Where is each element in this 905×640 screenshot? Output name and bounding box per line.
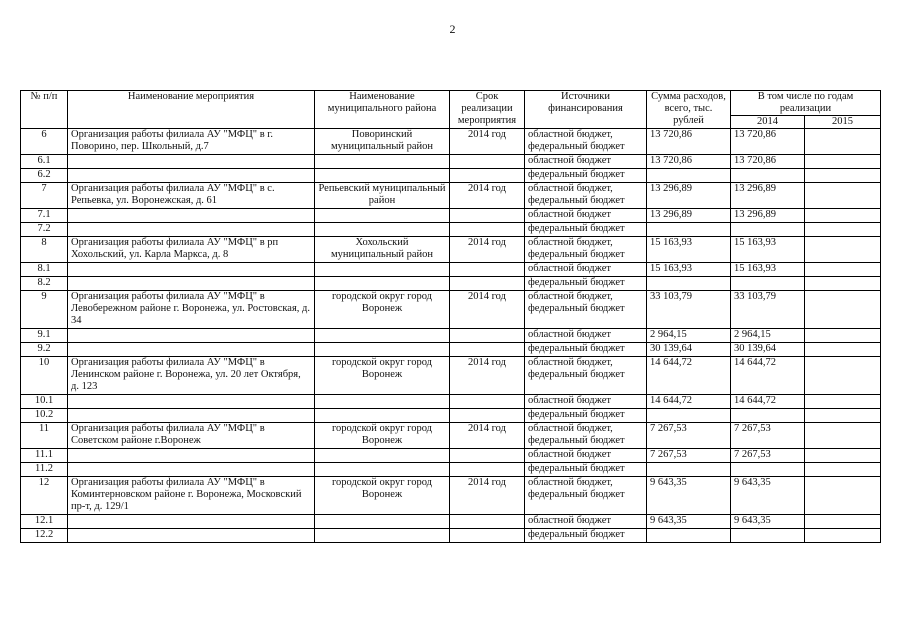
- expenses-table: [20, 90, 881, 543]
- table-row: [21, 409, 881, 423]
- cell-district: [315, 277, 450, 291]
- cell-district: Репьевский муниципальный район: [315, 183, 450, 209]
- cell-term: [450, 277, 525, 291]
- table-row: [21, 209, 881, 223]
- cell-num: 9: [21, 291, 68, 329]
- cell-num: 11: [21, 423, 68, 449]
- cell-total: 7 267,53: [647, 423, 731, 449]
- cell-total: 13 296,89: [647, 183, 731, 209]
- header-year-2014: 2014: [731, 116, 805, 129]
- cell-2015: [805, 129, 881, 155]
- cell-term: [450, 395, 525, 409]
- cell-name: [68, 463, 315, 477]
- cell-2014: 33 103,79: [731, 291, 805, 329]
- cell-district: [315, 209, 450, 223]
- cell-district: [315, 395, 450, 409]
- cell-district: Поворинский муниципальный район: [315, 129, 450, 155]
- cell-num: 6.2: [21, 169, 68, 183]
- cell-district: [315, 223, 450, 237]
- cell-2014: 7 267,53: [731, 423, 805, 449]
- table-row: [21, 423, 881, 449]
- cell-2014: 15 163,93: [731, 237, 805, 263]
- table-row: [21, 529, 881, 543]
- cell-2014: 13 720,86: [731, 129, 805, 155]
- cell-total: [647, 409, 731, 423]
- cell-name: Организация работы филиала АУ "МФЦ" в Левобережном районе г. Воронежа, ул. Ростовская, д. 34: [68, 291, 315, 329]
- table-row: [21, 329, 881, 343]
- table-row: [21, 463, 881, 477]
- cell-term: 2014 год: [450, 291, 525, 329]
- cell-2014: 9 643,35: [731, 477, 805, 515]
- cell-district: [315, 343, 450, 357]
- cell-source: федеральный бюджет: [525, 343, 647, 357]
- cell-district: [315, 169, 450, 183]
- cell-total: 13 720,86: [647, 129, 731, 155]
- cell-num: 10.1: [21, 395, 68, 409]
- cell-2015: [805, 291, 881, 329]
- cell-2014: [731, 463, 805, 477]
- cell-term: 2014 год: [450, 423, 525, 449]
- cell-district: городской округ город Воронеж: [315, 477, 450, 515]
- cell-source: областной бюджет, федеральный бюджет: [525, 183, 647, 209]
- cell-name: [68, 155, 315, 169]
- cell-total: 2 964,15: [647, 329, 731, 343]
- cell-district: [315, 263, 450, 277]
- page-number: 2: [449, 22, 456, 36]
- header-sources: Источники финансирования: [525, 91, 647, 129]
- table-row: [21, 263, 881, 277]
- cell-num: 8.2: [21, 277, 68, 291]
- header-term: Срок реализации мероприятия: [450, 91, 525, 129]
- cell-name: [68, 223, 315, 237]
- cell-source: областной бюджет: [525, 155, 647, 169]
- cell-2015: [805, 277, 881, 291]
- table-body: [21, 129, 881, 543]
- cell-term: [450, 263, 525, 277]
- cell-district: [315, 329, 450, 343]
- cell-name: [68, 277, 315, 291]
- table-row: [21, 357, 881, 395]
- cell-name: Организация работы филиала АУ "МФЦ" в с. Репьевка, ул. Воронежская, д. 61: [68, 183, 315, 209]
- header-num: № п/п: [21, 91, 68, 129]
- cell-district: городской округ город Воронеж: [315, 357, 450, 395]
- table-row: [21, 395, 881, 409]
- cell-source: областной бюджет: [525, 449, 647, 463]
- cell-total: [647, 223, 731, 237]
- cell-term: 2014 год: [450, 237, 525, 263]
- cell-2015: [805, 343, 881, 357]
- table-row: [21, 477, 881, 515]
- cell-2014: [731, 529, 805, 543]
- cell-2015: [805, 529, 881, 543]
- cell-2015: [805, 263, 881, 277]
- cell-district: [315, 463, 450, 477]
- cell-source: федеральный бюджет: [525, 277, 647, 291]
- table-row: [21, 515, 881, 529]
- cell-source: федеральный бюджет: [525, 463, 647, 477]
- cell-num: 8: [21, 237, 68, 263]
- cell-2015: [805, 357, 881, 395]
- table-row: [21, 449, 881, 463]
- header-years-group: В том числе по годам реализации: [731, 91, 881, 116]
- cell-num: 11.1: [21, 449, 68, 463]
- cell-total: 7 267,53: [647, 449, 731, 463]
- cell-source: федеральный бюджет: [525, 529, 647, 543]
- cell-num: 6: [21, 129, 68, 155]
- cell-name: [68, 329, 315, 343]
- cell-2014: 7 267,53: [731, 449, 805, 463]
- cell-total: [647, 169, 731, 183]
- cell-total: 13 720,86: [647, 155, 731, 169]
- cell-name: Организация работы филиала АУ "МФЦ" в Ленинском районе г. Воронежа, ул. 20 лет Октября, д. 123: [68, 357, 315, 395]
- cell-2014: 30 139,64: [731, 343, 805, 357]
- table-row: [21, 291, 881, 329]
- cell-num: 6.1: [21, 155, 68, 169]
- table-row: [21, 343, 881, 357]
- cell-2014: [731, 409, 805, 423]
- cell-2015: [805, 169, 881, 183]
- table-row: [21, 277, 881, 291]
- cell-2014: 15 163,93: [731, 263, 805, 277]
- header-district: Наименование муниципального района: [315, 91, 450, 129]
- cell-name: Организация работы филиала АУ "МФЦ" в Советском районе г.Воронеж: [68, 423, 315, 449]
- table-row: [21, 169, 881, 183]
- cell-total: 30 139,64: [647, 343, 731, 357]
- cell-2015: [805, 463, 881, 477]
- cell-district: [315, 529, 450, 543]
- cell-2014: 13 296,89: [731, 183, 805, 209]
- table-row: [21, 223, 881, 237]
- cell-term: [450, 409, 525, 423]
- cell-source: областной бюджет: [525, 329, 647, 343]
- cell-source: областной бюджет: [525, 209, 647, 223]
- cell-2015: [805, 395, 881, 409]
- cell-num: 12.2: [21, 529, 68, 543]
- cell-term: 2014 год: [450, 129, 525, 155]
- cell-num: 9.2: [21, 343, 68, 357]
- cell-source: областной бюджет, федеральный бюджет: [525, 477, 647, 515]
- cell-name: [68, 449, 315, 463]
- cell-district: [315, 449, 450, 463]
- cell-name: [68, 343, 315, 357]
- cell-2015: [805, 183, 881, 209]
- cell-term: [450, 155, 525, 169]
- cell-source: областной бюджет: [525, 395, 647, 409]
- cell-2015: [805, 209, 881, 223]
- cell-2015: [805, 409, 881, 423]
- cell-term: 2014 год: [450, 183, 525, 209]
- table-row: [21, 129, 881, 155]
- cell-total: 9 643,35: [647, 477, 731, 515]
- cell-source: областной бюджет: [525, 263, 647, 277]
- cell-name: Организация работы филиала АУ "МФЦ" в рп Хохольский, ул. Карла Маркса, д. 8: [68, 237, 315, 263]
- cell-term: [450, 209, 525, 223]
- cell-total: [647, 529, 731, 543]
- cell-district: [315, 409, 450, 423]
- cell-district: городской округ город Воронеж: [315, 291, 450, 329]
- cell-total: 15 163,93: [647, 237, 731, 263]
- cell-source: областной бюджет, федеральный бюджет: [525, 129, 647, 155]
- cell-total: 9 643,35: [647, 515, 731, 529]
- cell-term: [450, 463, 525, 477]
- cell-num: 7.1: [21, 209, 68, 223]
- cell-2014: 14 644,72: [731, 395, 805, 409]
- cell-name: [68, 409, 315, 423]
- cell-num: 8.1: [21, 263, 68, 277]
- cell-term: 2014 год: [450, 357, 525, 395]
- cell-2015: [805, 155, 881, 169]
- cell-2014: [731, 169, 805, 183]
- cell-total: 15 163,93: [647, 263, 731, 277]
- cell-2015: [805, 449, 881, 463]
- cell-total: 14 644,72: [647, 395, 731, 409]
- cell-district: [315, 155, 450, 169]
- cell-total: 13 296,89: [647, 209, 731, 223]
- cell-name: [68, 529, 315, 543]
- cell-source: федеральный бюджет: [525, 409, 647, 423]
- cell-num: 9.1: [21, 329, 68, 343]
- cell-name: Организация работы филиала АУ "МФЦ" в г. Поворино, пер. Школьный, д.7: [68, 129, 315, 155]
- cell-total: [647, 463, 731, 477]
- cell-2015: [805, 223, 881, 237]
- cell-source: областной бюджет, федеральный бюджет: [525, 237, 647, 263]
- cell-num: 12.1: [21, 515, 68, 529]
- table-row: [21, 237, 881, 263]
- cell-num: 11.2: [21, 463, 68, 477]
- cell-num: 7: [21, 183, 68, 209]
- cell-source: областной бюджет: [525, 515, 647, 529]
- cell-name: [68, 395, 315, 409]
- header-year-2015: 2015: [805, 116, 881, 129]
- header-total: Сумма расходов, всего, тыс. рублей: [647, 91, 731, 129]
- cell-num: 12: [21, 477, 68, 515]
- cell-total: 14 644,72: [647, 357, 731, 395]
- table-row: [21, 155, 881, 169]
- cell-source: областной бюджет, федеральный бюджет: [525, 357, 647, 395]
- cell-term: [450, 169, 525, 183]
- cell-term: 2014 год: [450, 477, 525, 515]
- cell-term: [450, 515, 525, 529]
- cell-num: 7.2: [21, 223, 68, 237]
- cell-name: [68, 263, 315, 277]
- cell-2014: 9 643,35: [731, 515, 805, 529]
- cell-2014: 13 296,89: [731, 209, 805, 223]
- cell-source: областной бюджет, федеральный бюджет: [525, 291, 647, 329]
- cell-source: федеральный бюджет: [525, 223, 647, 237]
- cell-term: [450, 449, 525, 463]
- cell-2015: [805, 477, 881, 515]
- cell-term: [450, 329, 525, 343]
- cell-num: 10.2: [21, 409, 68, 423]
- cell-term: [450, 343, 525, 357]
- cell-2014: 2 964,15: [731, 329, 805, 343]
- cell-name: [68, 169, 315, 183]
- cell-term: [450, 223, 525, 237]
- cell-name: Организация работы филиала АУ "МФЦ" в Коминтерновском районе г. Воронежа, Московский пр-т, д. 129/1: [68, 477, 315, 515]
- table-row: [21, 183, 881, 209]
- cell-district: Хохольский муниципальный район: [315, 237, 450, 263]
- header-name: Наименование мероприятия: [68, 91, 315, 129]
- cell-2015: [805, 423, 881, 449]
- cell-2015: [805, 515, 881, 529]
- cell-term: [450, 529, 525, 543]
- cell-district: городской округ город Воронеж: [315, 423, 450, 449]
- cell-2014: [731, 277, 805, 291]
- cell-2014: 13 720,86: [731, 155, 805, 169]
- cell-2015: [805, 329, 881, 343]
- cell-total: [647, 277, 731, 291]
- cell-total: 33 103,79: [647, 291, 731, 329]
- cell-2014: [731, 223, 805, 237]
- cell-2014: 14 644,72: [731, 357, 805, 395]
- cell-name: [68, 515, 315, 529]
- cell-source: областной бюджет, федеральный бюджет: [525, 423, 647, 449]
- cell-2015: [805, 237, 881, 263]
- cell-source: федеральный бюджет: [525, 169, 647, 183]
- cell-name: [68, 209, 315, 223]
- cell-num: 10: [21, 357, 68, 395]
- cell-district: [315, 515, 450, 529]
